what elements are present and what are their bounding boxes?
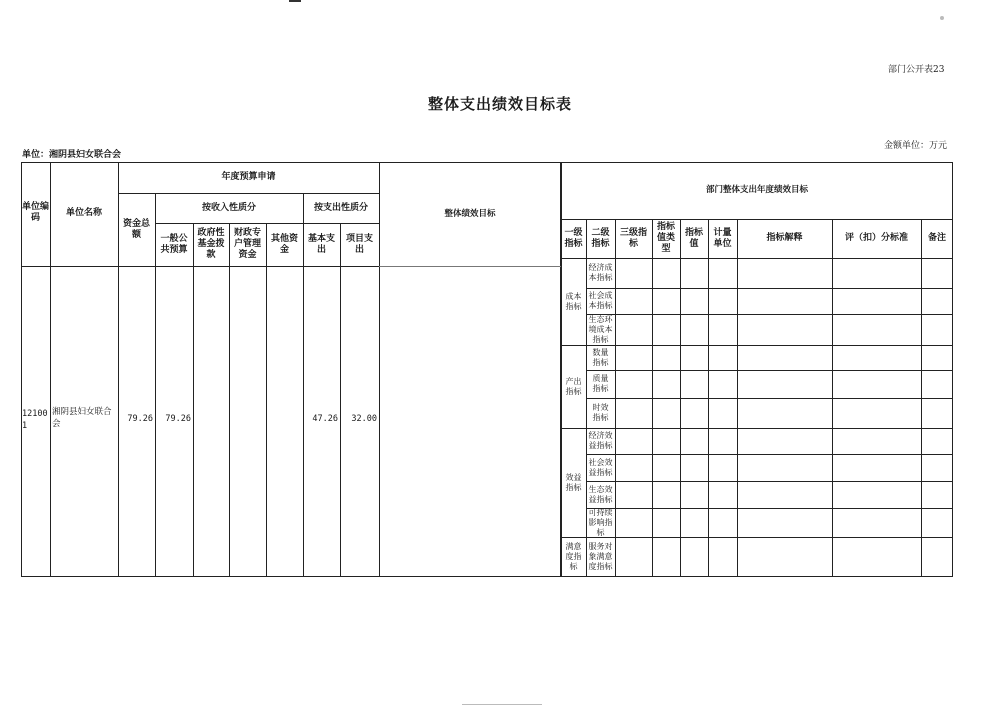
level2-item: 社会效益指标 xyxy=(588,457,613,477)
scan-mark xyxy=(940,16,944,20)
general-budget-cell: 79.26 xyxy=(165,414,191,424)
level2-item: 经济效益指标 xyxy=(588,431,613,450)
level1-satisfaction: 满意度指标 xyxy=(565,542,582,571)
income-type-header: 按收入性质分 xyxy=(201,202,256,213)
level2-header: 二级指标 xyxy=(591,227,610,249)
scan-mark xyxy=(289,0,301,2)
dept-goal-header: 部门整体支出年度绩效目标 xyxy=(705,185,808,195)
unit-name-cell: 湘阴县妇女联合会 xyxy=(52,407,112,429)
page-title: 整体支出绩效目标表 xyxy=(427,95,572,113)
unit-name-header: 单位名称 xyxy=(65,207,102,218)
level1-benefit: 效益指标 xyxy=(565,472,582,492)
project-expense-header: 项目支出 xyxy=(345,233,373,255)
overall-goal-header: 整体绩效目标 xyxy=(444,208,496,219)
level2-item: 服务对象满意度指标 xyxy=(588,542,613,571)
basic-expense-cell: 47.26 xyxy=(312,414,338,424)
basic-expense-header: 基本支出 xyxy=(307,233,335,255)
level2-item: 生态环境成本指标 xyxy=(588,314,613,344)
level1-header: 一级指标 xyxy=(564,227,583,249)
level2-item: 可持续影响指标 xyxy=(588,507,613,537)
total-funds-header: 资金总额 xyxy=(122,219,150,240)
amount-unit-label: 金额单位：万元 xyxy=(884,141,948,151)
level3-header: 三级指标 xyxy=(619,227,647,249)
project-expense-cell: 32.00 xyxy=(351,414,377,424)
expense-type-header: 按支出性质分 xyxy=(313,202,368,213)
level2-item: 社会成本指标 xyxy=(588,291,613,310)
level2-item: 时效指标 xyxy=(592,403,609,422)
scoring-header: 评（扣）分标准 xyxy=(844,233,908,243)
level2-item: 质量指标 xyxy=(592,374,609,393)
level2-item: 经济成本指标 xyxy=(588,263,613,282)
other-funds-header: 其他资金 xyxy=(270,233,298,255)
value-type-header: 指标值类型 xyxy=(656,222,675,254)
scan-mark xyxy=(462,704,542,705)
level1-output: 产出指标 xyxy=(565,376,582,396)
gov-fund-header: 政府性基金拨款 xyxy=(197,228,225,260)
unit-code-header: 单位编码 xyxy=(21,202,49,223)
remark-header: 备注 xyxy=(927,233,946,243)
level2-item: 生态效益指标 xyxy=(588,484,613,504)
unit-header: 计量单位 xyxy=(713,227,732,249)
level1-cost: 成本指标 xyxy=(565,291,582,311)
general-budget-header: 一般公共预算 xyxy=(160,233,188,255)
special-fiscal-header: 财政专户管理资金 xyxy=(233,228,261,260)
total-funds-cell: 79.26 xyxy=(127,414,153,424)
unit-code-cell: 121001 xyxy=(22,409,48,431)
level2-item: 数量指标 xyxy=(592,347,609,367)
value-header: 指标值 xyxy=(684,227,703,249)
explain-header: 指标解释 xyxy=(766,233,803,243)
table-number: 部门公开表23 xyxy=(888,65,945,75)
unit-label: 单位：湘阴县妇女联合会 xyxy=(22,150,122,160)
annual-budget-header: 年度预算申请 xyxy=(221,172,276,182)
